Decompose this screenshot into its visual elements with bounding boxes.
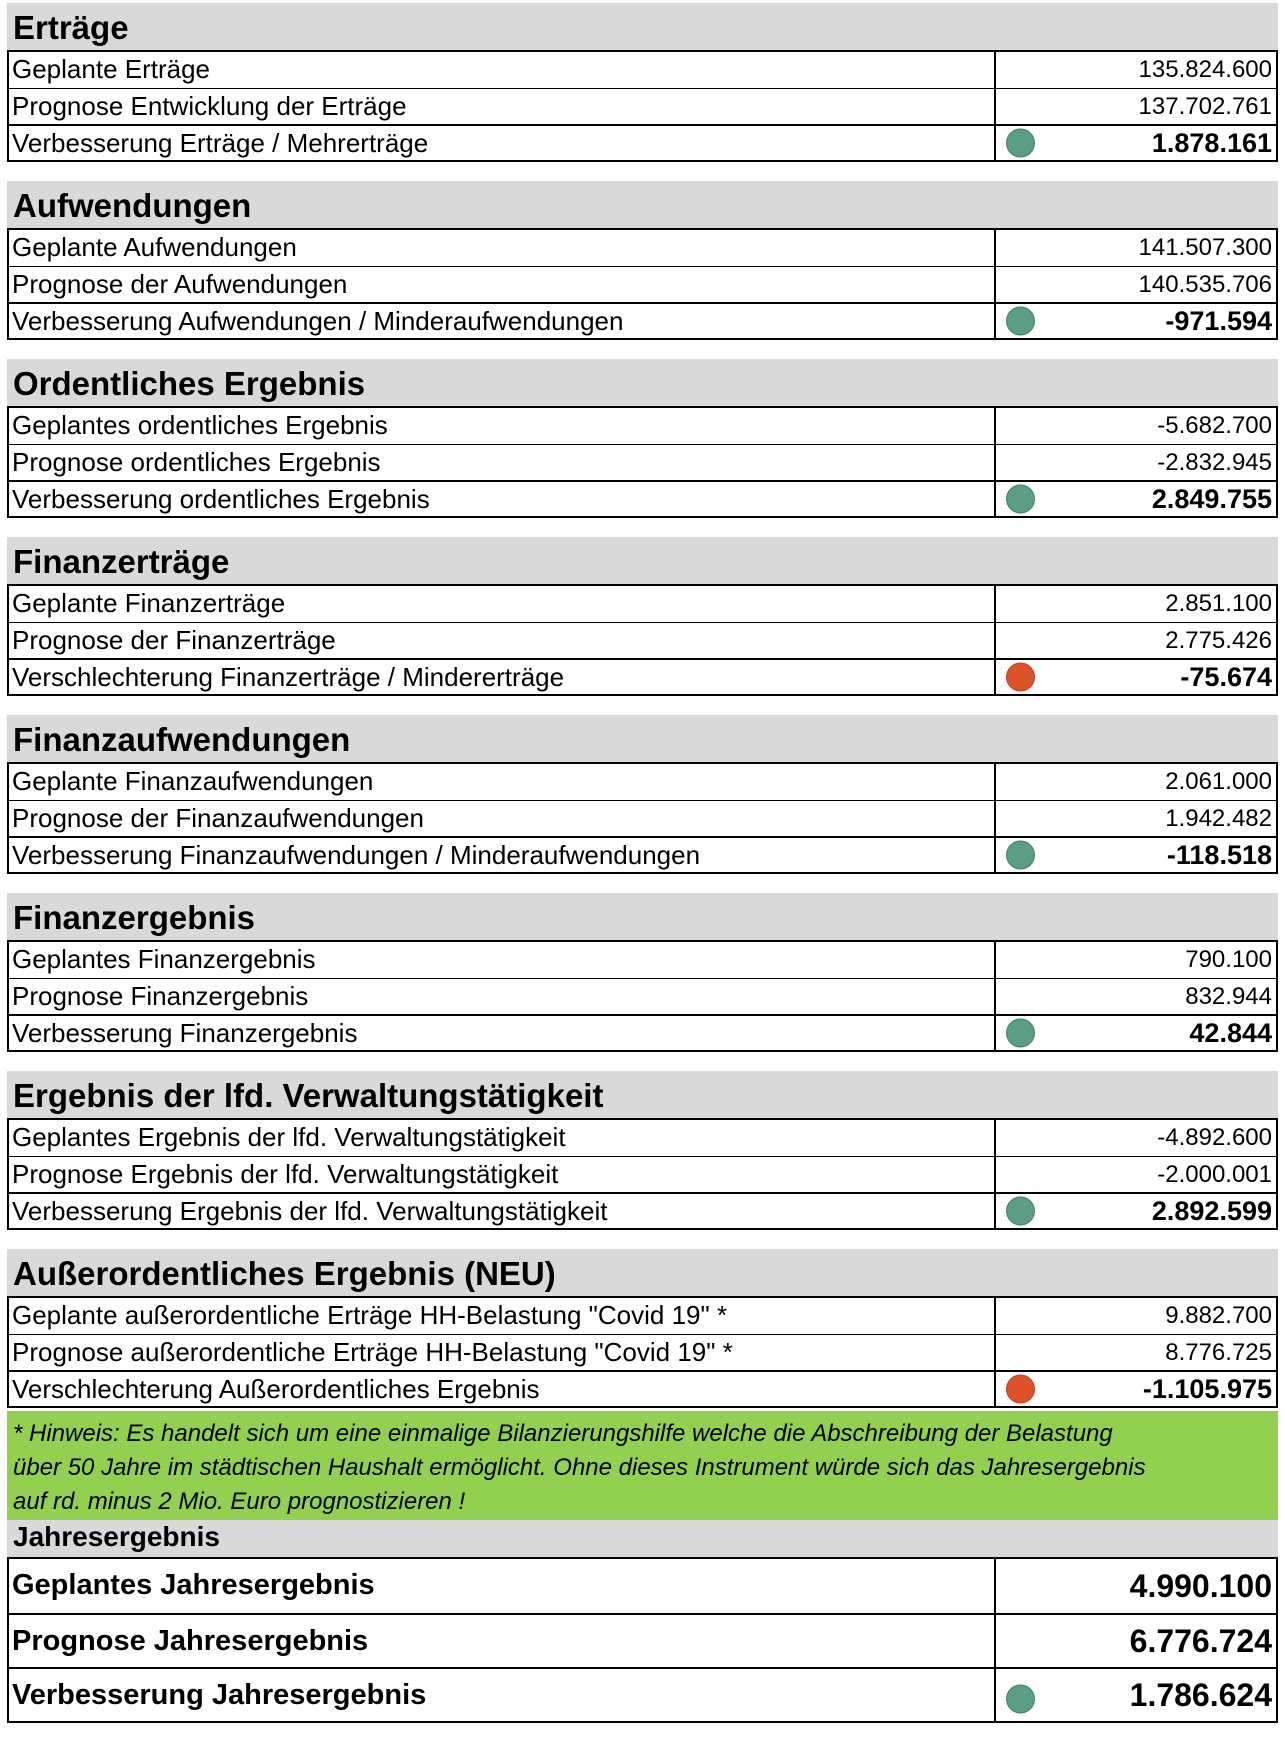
row-value: 790.100 [1185, 946, 1272, 973]
section-title: Außerordentliches Ergebnis (NEU) [7, 1249, 1278, 1296]
row-label: Prognose der Aufwendungen [9, 267, 996, 302]
row-label: Geplantes ordentliches Ergebnis [9, 408, 996, 444]
status-dot-icon [1006, 1197, 1035, 1226]
row-value: 2.849.755 [1151, 483, 1272, 514]
section-table [7, 50, 1278, 162]
row-value: -2.000.001 [1157, 1160, 1272, 1188]
row-value: 140.535.706 [1138, 270, 1272, 298]
table-row [9, 444, 1276, 480]
table-row [9, 230, 1276, 266]
table-row [9, 764, 1276, 800]
row-value: 4.990.100 [1129, 1567, 1272, 1604]
table-row [9, 1334, 1276, 1370]
row-value: 42.844 [1189, 1017, 1272, 1048]
table-row [9, 1120, 1276, 1156]
section-spacer [7, 340, 1278, 359]
row-label: Geplante Aufwendungen [9, 230, 996, 266]
row-value-cell [996, 1194, 1276, 1228]
status-dot-icon [1006, 1685, 1035, 1714]
row-value: 2.851.100 [1165, 590, 1272, 617]
row-value: 6.776.724 [1129, 1622, 1272, 1659]
row-value: 141.507.300 [1138, 234, 1272, 261]
row-value: -4.892.600 [1157, 1124, 1272, 1151]
row-value: 8.776.725 [1165, 1338, 1272, 1366]
row-value-cell [996, 801, 1276, 836]
table-row [9, 1370, 1276, 1406]
row-label: Geplantes Ergebnis der lfd. Verwaltungstätigkeit [9, 1120, 996, 1156]
row-value-cell [996, 1372, 1276, 1406]
status-dot-icon [1006, 1019, 1035, 1048]
row-label: Verbesserung Finanzaufwendungen / Minderaufwendungen [9, 838, 996, 872]
row-value-cell [996, 445, 1276, 480]
section-title: Finanzerträge [7, 537, 1278, 584]
row-label: Geplante Finanzerträge [9, 586, 996, 622]
note-line: auf rd. minus 2 Mio. Euro prognostizieren ! [13, 1488, 466, 1515]
covid-note [7, 1411, 1278, 1520]
note-line: über 50 Jahre im städtischen Haushalt ermöglicht. Ohne dieses Instrument würde sich das Jahresergebnis [13, 1454, 1146, 1481]
table-row [9, 1613, 1276, 1667]
section-title-jahresergebnis: Jahresergebnis [7, 1520, 1278, 1557]
table-row [9, 52, 1276, 88]
row-label: Verschlechterung Finanzerträge / Mindererträge [9, 660, 996, 694]
row-value-cell [996, 979, 1276, 1014]
table-row [9, 622, 1276, 658]
row-label: Verbesserung Aufwendungen / Minderaufwendungen [9, 304, 996, 338]
row-value: 2.892.599 [1151, 1195, 1272, 1226]
section-spacer [7, 1230, 1278, 1249]
table-row [9, 1014, 1276, 1050]
table-row [9, 302, 1276, 338]
row-value-cell [996, 89, 1276, 124]
section-title: Ergebnis der lfd. Verwaltungstätigkeit [7, 1071, 1278, 1118]
row-value-cell [996, 586, 1276, 622]
row-value: -5.682.700 [1157, 412, 1272, 439]
row-value: 2.061.000 [1165, 768, 1272, 795]
row-value-cell [996, 482, 1276, 516]
row-value-cell [996, 623, 1276, 658]
row-value-cell [996, 1559, 1276, 1613]
table-row [9, 978, 1276, 1014]
row-value: 832.944 [1185, 982, 1272, 1010]
row-value: 137.702.761 [1138, 92, 1272, 120]
row-value: -971.594 [1165, 305, 1272, 336]
status-dot-icon [1006, 841, 1035, 870]
sections-container [7, 3, 1278, 1411]
row-value: 1.878.161 [1151, 127, 1272, 158]
table-row [9, 800, 1276, 836]
section-table [7, 762, 1278, 874]
row-value: -75.674 [1180, 661, 1272, 692]
row-label: Prognose Finanzergebnis [9, 979, 996, 1014]
row-value-cell [996, 764, 1276, 800]
row-value: 2.775.426 [1165, 626, 1272, 654]
status-dot-icon [1006, 485, 1035, 514]
table-row [9, 266, 1276, 302]
row-value-cell [996, 126, 1276, 160]
jahresergebnis-table [7, 1557, 1278, 1723]
table-row [9, 124, 1276, 160]
row-label: Verbesserung Finanzergebnis [9, 1016, 996, 1050]
row-label: Geplantes Finanzergebnis [9, 942, 996, 978]
section-spacer [7, 1052, 1278, 1071]
row-value: 1.942.482 [1165, 804, 1272, 832]
table-row [9, 1156, 1276, 1192]
row-value-cell [996, 1120, 1276, 1156]
row-label: Verbesserung ordentliches Ergebnis [9, 482, 996, 516]
row-label: Geplante Erträge [9, 52, 996, 88]
table-row [9, 480, 1276, 516]
row-value-cell [996, 1157, 1276, 1192]
status-dot-icon [1006, 1375, 1035, 1404]
row-value-cell [996, 1335, 1276, 1370]
row-value-cell [996, 1016, 1276, 1050]
row-label: Prognose der Finanzaufwendungen [9, 801, 996, 836]
section-spacer [7, 874, 1278, 893]
row-value-cell [996, 304, 1276, 338]
table-row [9, 586, 1276, 622]
table-row [9, 836, 1276, 872]
status-dot-icon [1006, 663, 1035, 692]
row-value: 135.824.600 [1138, 56, 1272, 83]
row-value-cell [996, 660, 1276, 694]
status-dot-icon [1006, 129, 1035, 158]
table-row [9, 408, 1276, 444]
row-label: Prognose außerordentliche Erträge HH-Belastung "Covid 19" * [9, 1335, 996, 1370]
row-value-cell [996, 1615, 1276, 1667]
section-spacer [7, 162, 1278, 181]
table-row [9, 658, 1276, 694]
section-table [7, 1296, 1278, 1408]
row-value-cell [996, 230, 1276, 266]
row-label: Prognose Entwicklung der Erträge [9, 89, 996, 124]
row-value-cell [996, 1298, 1276, 1334]
row-value-cell [996, 838, 1276, 872]
section-table [7, 584, 1278, 696]
section-title: Erträge [7, 3, 1278, 50]
row-value-cell [996, 408, 1276, 444]
row-value: -118.518 [1166, 839, 1272, 870]
row-value: -1.105.975 [1142, 1373, 1272, 1404]
status-dot-icon [1006, 307, 1035, 336]
row-label: Geplante Finanzaufwendungen [9, 764, 996, 800]
row-label: Verbesserung Erträge / Mehrerträge [9, 126, 996, 160]
section-table [7, 940, 1278, 1052]
row-value-cell [996, 1669, 1276, 1721]
row-value-cell [996, 942, 1276, 978]
row-value: -2.832.945 [1157, 448, 1272, 476]
row-label: Prognose Ergebnis der lfd. Verwaltungstätigkeit [9, 1157, 996, 1192]
section-table [7, 1118, 1278, 1230]
row-label: Geplantes Jahresergebnis [9, 1559, 996, 1613]
table-row [9, 88, 1276, 124]
row-label: Verbesserung Ergebnis der lfd. Verwaltungstätigkeit [9, 1194, 996, 1228]
section-title: Finanzergebnis [7, 893, 1278, 940]
row-label: Verschlechterung Außerordentliches Ergebnis [9, 1372, 996, 1406]
report-sheet [7, 3, 1278, 1723]
row-value: 9.882.700 [1165, 1302, 1272, 1329]
row-label: Prognose Jahresergebnis [9, 1615, 996, 1667]
table-row [9, 1298, 1276, 1334]
section-table [7, 406, 1278, 518]
section-spacer [7, 518, 1278, 537]
row-label: Prognose der Finanzerträge [9, 623, 996, 658]
row-value: 1.786.624 [1129, 1676, 1272, 1713]
section-spacer [7, 696, 1278, 715]
note-line: * Hinweis: Es handelt sich um eine einmalige Bilanzierungshilfe welche die Abschreibung der Belastung [13, 1420, 1113, 1447]
section-title: Ordentliches Ergebnis [7, 359, 1278, 406]
row-label: Verbesserung Jahresergebnis [9, 1669, 996, 1721]
section-title: Finanzaufwendungen [7, 715, 1278, 762]
table-row [9, 942, 1276, 978]
table-row [9, 1559, 1276, 1613]
table-row [9, 1192, 1276, 1228]
row-label: Geplante außerordentliche Erträge HH-Belastung "Covid 19" * [9, 1298, 996, 1334]
row-value-cell [996, 267, 1276, 302]
row-label: Prognose ordentliches Ergebnis [9, 445, 996, 480]
section-title: Aufwendungen [7, 181, 1278, 228]
table-row [9, 1667, 1276, 1721]
section-table [7, 228, 1278, 340]
row-value-cell [996, 52, 1276, 88]
